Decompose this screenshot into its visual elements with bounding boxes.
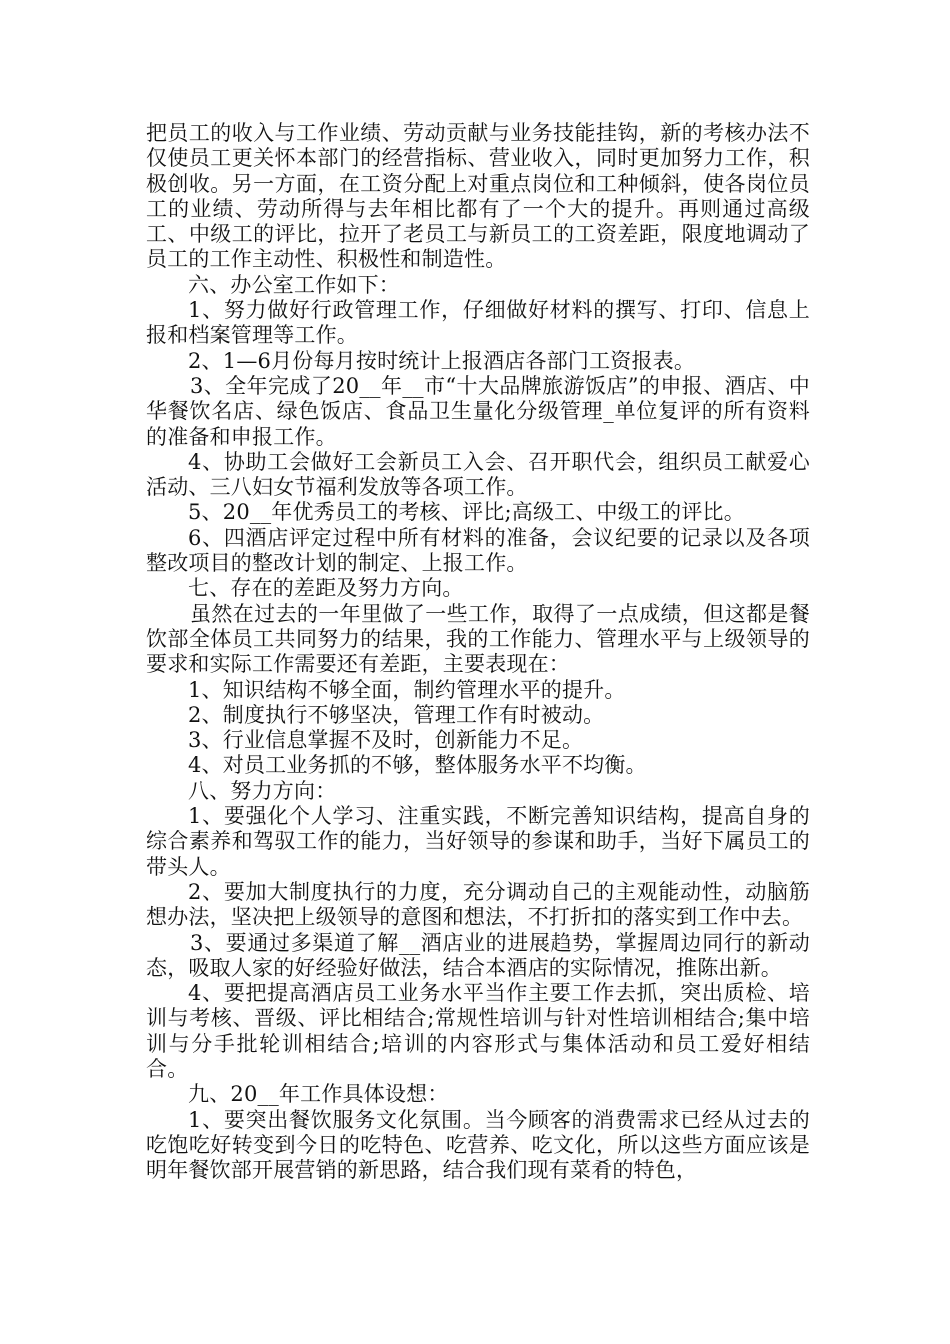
section-heading-plan: 九、20__年工作具体设想： xyxy=(188,1082,449,1107)
paragraph-gaps-intro: 虽然在过去的一年里做了一些工作，取得了一点成绩，但这都是餐饮部全体员工共同努力的结果，我的工作能力、管理水平与上级领导的要求和实际工作需要还有差距，主要表现在： xyxy=(146,601,810,677)
gap-item-4: 4、对员工业务抓的不够，整体服务水平不均衡。 xyxy=(188,753,647,778)
direction-item-4: 4、要把提高酒店员工业务水平当作主要工作去抓，突出质检、培训与考核、晋级、评比相结合;常规性培训与针对性培训相结合;集中培训与分手批轮训相结合;培训的内容形式与集体活动和员工爱好相结合。 xyxy=(146,981,810,1081)
office-item-3: 3、全年完成了20__年__市“十大品牌旅游饭店”的申报、酒店、中华餐饮名店、绿色饭店、食品卫生量化分级管理_单位复评的所有资料的准备和申报工作。 xyxy=(146,373,810,449)
office-item-1: 1、努力做好行政管理工作，仔细做好材料的撰写、打印、信息上报和档案管理等工作。 xyxy=(146,298,810,348)
plan-item-1: 1、要突出餐饮服务文化氛围。当今顾客的消费需求已经从过去的吃饱吃好转变到今日的吃特色、吃营养、吃文化，所以这些方面应该是明年餐饮部开展营销的新思路，结合我们现有菜肴的特色， xyxy=(146,1107,810,1183)
paragraph-salary-reform: 把员工的收入与工作业绩、劳动贡献与业务技能挂钩，新的考核办法不仅使员工更关怀本部门的经营指标、营业收入，同时更加努力工作，积极创收。另一方面，在工资分配上对重点岗位和工种倾斜，使各岗位员工的业绩、劳动所得与去年相比都有了一个大的提升。再则通过高级工、中级工的评比，拉开了老员工与新员工的工资差距，限度地调动了员工的工作主动性、积极性和制造性。 xyxy=(146,121,810,272)
office-item-4: 4、协助工会做好工会新员工入会、召开职代会，组织员工献爱心活动、三八妇女节福利发放等各项工作。 xyxy=(146,449,810,500)
gap-item-3: 3、行业信息掌握不及时，创新能力不足。 xyxy=(188,728,584,753)
section-heading-office-work: 六、办公室工作如下： xyxy=(188,272,400,297)
office-item-6: 6、四酒店评定过程中所有材料的准备，会议纪要的记录以及各项整改项目的整改计划的制定、上报工作。 xyxy=(146,525,810,576)
direction-item-3: 3、要通过多渠道了解__酒店业的进展趋势，掌握周边同行的新动态，吸取人家的好经验好做法，结合本酒店的实际情况，推陈出新。 xyxy=(146,930,810,980)
section-heading-direction: 八、努力方向： xyxy=(188,778,337,803)
section-heading-gaps: 七、存在的差距及努力方向。 xyxy=(188,576,464,601)
office-item-5: 5、20__年优秀员工的考核、评比;高级工、中级工的评比。 xyxy=(188,500,745,525)
direction-item-2: 2、要加大制度执行的力度，充分调动自己的主观能动性，动脑筋想办法，坚决把上级领导的意图和想法，不打折扣的落实到工作中去。 xyxy=(146,879,810,930)
document-body xyxy=(146,121,810,1183)
gap-item-2: 2、制度执行不够坚决，管理工作有时被动。 xyxy=(188,702,605,727)
office-item-2: 2、1—6月份每月按时统计上报酒店各部门工资报表。 xyxy=(188,348,696,373)
direction-item-1: 1、要强化个人学习、注重实践，不断完善知识结构，提高自身的综合素养和驾驭工作的能力，当好领导的参谋和助手，当好下属员工的带头人。 xyxy=(146,804,810,879)
gap-item-1: 1、知识结构不够全面，制约管理水平的提升。 xyxy=(188,677,626,702)
